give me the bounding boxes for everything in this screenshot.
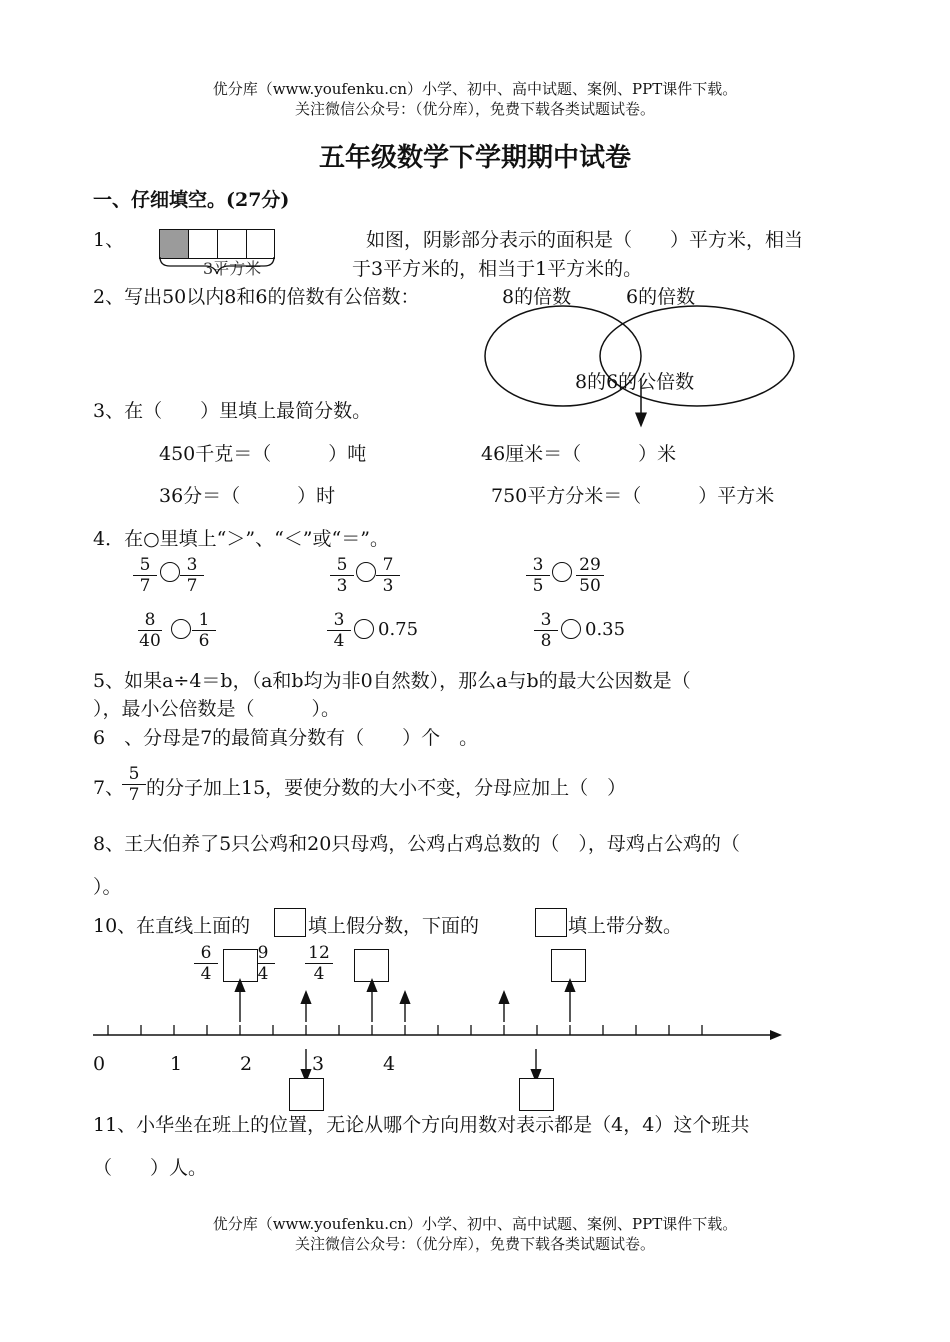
q8-line-2: ）。: [93, 876, 122, 898]
q5-line-2: ），最小公倍数是（ ）。: [93, 698, 341, 720]
q3-item-b: 46厘米＝（ ）米: [481, 443, 677, 465]
q4-fraction: $\frac{7}{3}$: [376, 555, 400, 596]
q4-fraction: $\frac{3}{7}$: [180, 555, 204, 596]
q5-line-1: 5、如果a÷4＝b，（a和b均为非0自然数），那么a与b的最大公因数是（: [93, 670, 691, 692]
number-line-ticks: [108, 1025, 702, 1035]
q4-fraction: $\frac{5}{7}$: [133, 555, 157, 596]
q3-text: 3、在（ ）里填上最简分数。: [93, 400, 372, 422]
q4-decimal: 0.75: [378, 619, 419, 640]
q1-number: 1、: [93, 229, 125, 251]
q10-text-part-2: 填上假分数，下面的: [308, 915, 480, 937]
q4-decimal: 0.35: [585, 619, 626, 640]
q7-fraction: $\frac{5}{7}$: [122, 764, 146, 805]
q4-fraction: $\frac{3}{4}$: [327, 610, 351, 651]
q10-fraction-label: $\frac{9}{4}$: [251, 943, 275, 984]
venn-ellipse-multiples-6: [600, 306, 794, 406]
q11-line-2: （ ）人。: [93, 1157, 208, 1179]
q7-text: 的分子加上15，要使分数的大小不变，分母应加上（ ）: [146, 777, 627, 799]
q1-text-line-1: 如图，阴影部分表示的面积是（ ）平方米，相当: [366, 229, 804, 251]
q10-answer-box-lower[interactable]: [289, 1078, 324, 1111]
footer-line-2: 关注微信公众号：（优分库），免费下载各类试题试卷。: [294, 1235, 655, 1253]
q10-fraction-label: $\frac{6}{4}$: [194, 943, 218, 984]
venn-ellipse-multiples-8: [485, 306, 641, 406]
q3-item-c: 36分＝（ ）时: [159, 485, 336, 507]
q10-answer-box-lower[interactable]: [519, 1078, 554, 1111]
q1-brace: [160, 257, 274, 274]
number-line-label: 3: [312, 1053, 325, 1075]
q8-line-1: 8、王大伯养了5只公鸡和20只母鸡，公鸡占鸡总数的（ ），母鸡占公鸡的（: [93, 833, 740, 855]
number-line-arrowhead: [770, 1030, 782, 1040]
q3-item-a: 450千克＝（ ）吨: [159, 443, 367, 465]
q7-number: 7、: [93, 777, 125, 799]
number-line-up-arrows: [240, 985, 570, 1022]
header-line-2: 关注微信公众号：（优分库），免费下载各类试题试卷。: [294, 100, 655, 118]
number-line-label: 2: [240, 1053, 253, 1075]
q1-text-line-2: 于3平方米的，相当于1平方米的。: [352, 258, 643, 280]
q3-item-d: 750平方分米＝（ ）平方米: [491, 485, 775, 507]
q1-brace-label: 3平方米: [203, 259, 262, 278]
q4-fraction: $\frac{8}{40}$: [139, 610, 161, 651]
q4-text: 4．在○里填上“＞”、“＜”或“＝”。: [93, 528, 389, 550]
q2-label-multiples-6: 6的倍数: [626, 286, 696, 308]
q4-fraction: $\frac{5}{3}$: [330, 555, 354, 596]
header-line-1: 优分库（www.youfenku.cn）小学、初中、高中试题、案例、PPT课件下载。: [212, 80, 738, 98]
q10-fraction-label: $\frac{12}{4}$: [305, 943, 333, 984]
q11-line-1: 11、小华坐在班上的位置，无论从哪个方向用数对表示都是（4，4）这个班共: [93, 1114, 750, 1136]
q2-label-multiples-8: 8的倍数: [502, 286, 572, 308]
q10-text-part-3: 填上带分数。: [568, 915, 683, 937]
number-line-label: 4: [383, 1053, 396, 1075]
q4-fraction: $\frac{29}{50}$: [576, 555, 604, 596]
number-line-label: 0: [93, 1053, 106, 1075]
q4-fraction: $\frac{3}{5}$: [526, 555, 550, 596]
q4-fraction: $\frac{1}{6}$: [192, 610, 216, 651]
number-line-down-arrows: [306, 1049, 536, 1076]
q2-text: 2、写出50以内8和6的倍数有公倍数：: [93, 286, 420, 308]
q10-text-part-1: 10、在直线上面的: [93, 915, 251, 937]
q2-label-common: 8的6的公倍数: [575, 371, 695, 393]
page-title: 五年级数学下学期期中试卷: [318, 143, 631, 173]
q4-fraction: $\frac{3}{8}$: [534, 610, 558, 651]
number-line-label: 1: [170, 1053, 183, 1075]
section-heading: 一、仔细填空。(27分): [93, 189, 290, 211]
footer-line-1: 优分库（www.youfenku.cn）小学、初中、高中试题、案例、PPT课件下载。: [212, 1215, 738, 1233]
q6-text: 6 、分母是7的最简真分数有（ ）个 。: [93, 727, 479, 749]
